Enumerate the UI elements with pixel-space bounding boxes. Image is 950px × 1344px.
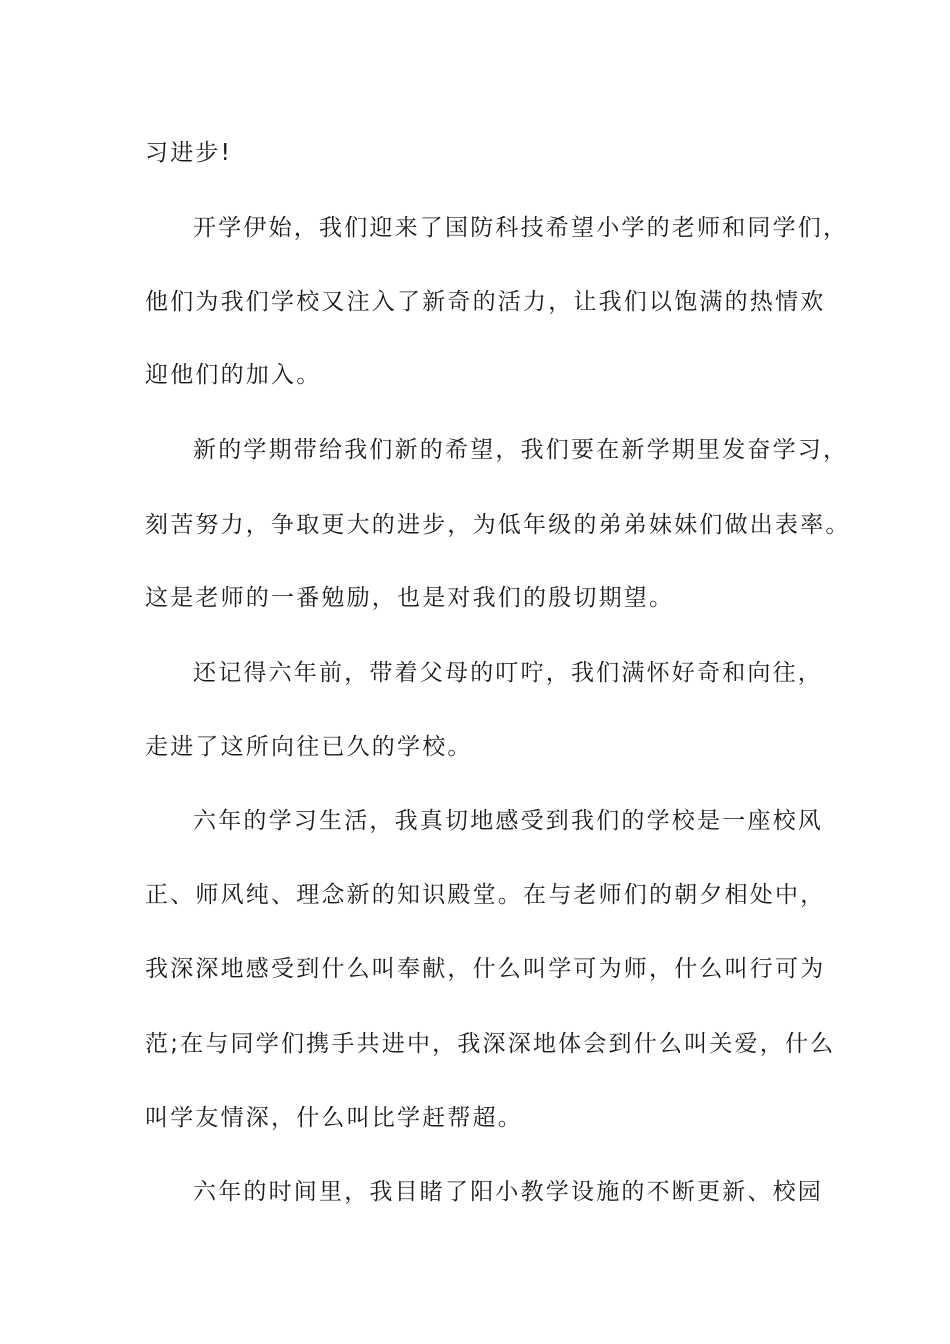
text-line: 这是老师的一番勉励，也是对我们的殷切期望。 bbox=[145, 585, 675, 611]
text-line: 他们为我们学校又注入了新奇的活力，让我们以饱满的热情欢 bbox=[145, 289, 826, 315]
paragraph-first-line: 新的学期带给我们新的希望，我们要在新学期里发奋学习， bbox=[193, 437, 849, 463]
text-line: 习进步! bbox=[145, 140, 233, 166]
text-line: 我深深地感受到什么叫奉献，什么叫学可为师，什么叫行可为 bbox=[145, 956, 826, 982]
paragraph-first-line: 开学伊始，我们迎来了国防科技希望小学的老师和同学们， bbox=[193, 215, 849, 241]
text-line: 刻苦努力，争取更大的进步，为低年级的弟弟妹妹们做出表率。 bbox=[145, 512, 851, 538]
paragraph-first-line: 六年的时间里，我目睹了阳小教学设施的不断更新、校园 bbox=[193, 1179, 823, 1205]
text-line: 迎他们的加入。 bbox=[145, 362, 322, 388]
text-line: 走进了这所向往已久的学校。 bbox=[145, 734, 473, 760]
paragraph-first-line: 还记得六年前，带着父母的叮咛，我们满怀好奇和向往， bbox=[193, 660, 823, 686]
text-line: 叫学友情深，什么叫比学赶帮超。 bbox=[145, 1105, 523, 1131]
paragraph-first-line: 六年的学习生活，我真切地感受到我们的学校是一座校风 bbox=[193, 808, 823, 834]
text-line: 正、师风纯、理念新的知识殿堂。在与老师们的朝夕相处中， bbox=[145, 882, 826, 908]
text-line: 范;在与同学们携手共进中，我深深地体会到什么叫关爱，什么 bbox=[145, 1031, 836, 1057]
